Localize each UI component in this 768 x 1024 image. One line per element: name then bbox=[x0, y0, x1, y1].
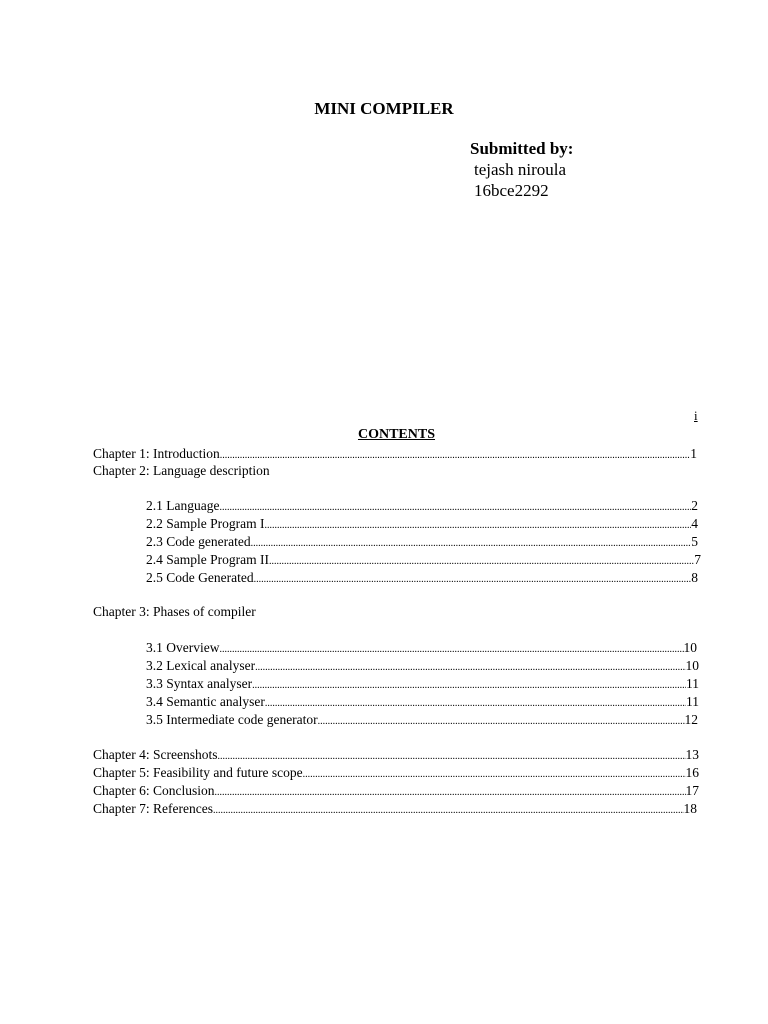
author-name: tejash niroula bbox=[474, 160, 567, 179]
toc-entry-page: 11 bbox=[686, 694, 699, 709]
toc-entry-label: 3.1 Overview bbox=[146, 640, 220, 655]
toc-entry-page: 10 bbox=[685, 658, 699, 673]
toc-entry-label: Chapter 1: Introduction bbox=[93, 446, 220, 461]
toc-leader-dots bbox=[220, 447, 691, 465]
toc-entry-label: Chapter 6: Conclusion bbox=[93, 783, 215, 798]
toc-entry-2-1 bbox=[146, 497, 698, 517]
author-id: 16bce2292 bbox=[474, 181, 549, 200]
toc-entry-label: Chapter 7: References bbox=[93, 801, 213, 816]
toc-entry-label: 2.4 Sample Program II bbox=[146, 552, 269, 567]
toc-entry-page: 7 bbox=[694, 552, 701, 567]
toc-entry-label: 3.5 Intermediate code generator bbox=[146, 712, 318, 727]
toc-entry-label: 3.4 Semantic analyser bbox=[146, 694, 265, 709]
page-number: i bbox=[694, 408, 698, 423]
toc-entry-label: 2.5 Code Generated bbox=[146, 570, 254, 585]
toc-leader-dots bbox=[254, 571, 692, 589]
toc-entry-2-5 bbox=[146, 569, 698, 589]
toc-entry-page: 8 bbox=[691, 570, 698, 585]
toc-entry-page: 17 bbox=[685, 783, 699, 798]
toc-entry-2-2 bbox=[146, 515, 698, 535]
toc-entry-2-3 bbox=[146, 533, 698, 553]
toc-entry-page: 11 bbox=[686, 676, 699, 691]
toc-entry-page: 1 bbox=[690, 446, 697, 461]
toc-entry-label: Chapter 4: Screenshots bbox=[93, 747, 218, 762]
toc-leader-dots bbox=[318, 713, 685, 731]
toc-entry-3-5 bbox=[146, 711, 698, 731]
toc-entry-label: Chapter 5: Feasibility and future scope bbox=[93, 765, 303, 780]
contents-heading: CONTENTS bbox=[357, 427, 436, 442]
toc-entry-label: 2.2 Sample Program I bbox=[146, 516, 265, 531]
toc-entry-chapter-5 bbox=[93, 764, 699, 784]
toc-entry-3-2 bbox=[146, 657, 699, 677]
toc-entry-label: 3.2 Lexical analyser bbox=[146, 658, 256, 673]
toc-entry-chapter-7 bbox=[93, 800, 697, 820]
toc-entry-chapter-4 bbox=[93, 746, 699, 766]
document-title-text: MINI COMPILER bbox=[314, 99, 454, 118]
submitted-by-label: Submitted by: bbox=[470, 139, 574, 158]
toc-entry-page: 10 bbox=[683, 640, 697, 655]
toc-entry-chapter-6 bbox=[93, 782, 699, 802]
toc-entry-page: 13 bbox=[685, 747, 699, 762]
toc-entry-3-4 bbox=[146, 693, 699, 713]
toc-entry-page: 16 bbox=[685, 765, 699, 780]
toc-entry-label: 3.3 Syntax analyser bbox=[146, 676, 253, 691]
toc-entry-2-4 bbox=[146, 551, 701, 571]
toc-entry-3-1 bbox=[146, 639, 697, 659]
toc-entry-page: 12 bbox=[684, 712, 698, 727]
toc-entry-page: 2 bbox=[691, 498, 698, 513]
document-title bbox=[0, 99, 768, 119]
toc-entry-page: 18 bbox=[683, 801, 697, 816]
toc-entry-page: 5 bbox=[691, 534, 698, 549]
toc-entry-label: 2.1 Language bbox=[146, 498, 220, 513]
toc-leader-dots bbox=[213, 802, 684, 820]
toc-entry-3-3 bbox=[146, 675, 699, 695]
toc-entry-page: 4 bbox=[691, 516, 698, 531]
toc-entry-label: 2.3 Code generated bbox=[146, 534, 251, 549]
toc-heading-chapter-3: Chapter 3: Phases of compiler bbox=[93, 604, 256, 619]
toc-heading-chapter-2: Chapter 2: Language description bbox=[93, 463, 270, 478]
